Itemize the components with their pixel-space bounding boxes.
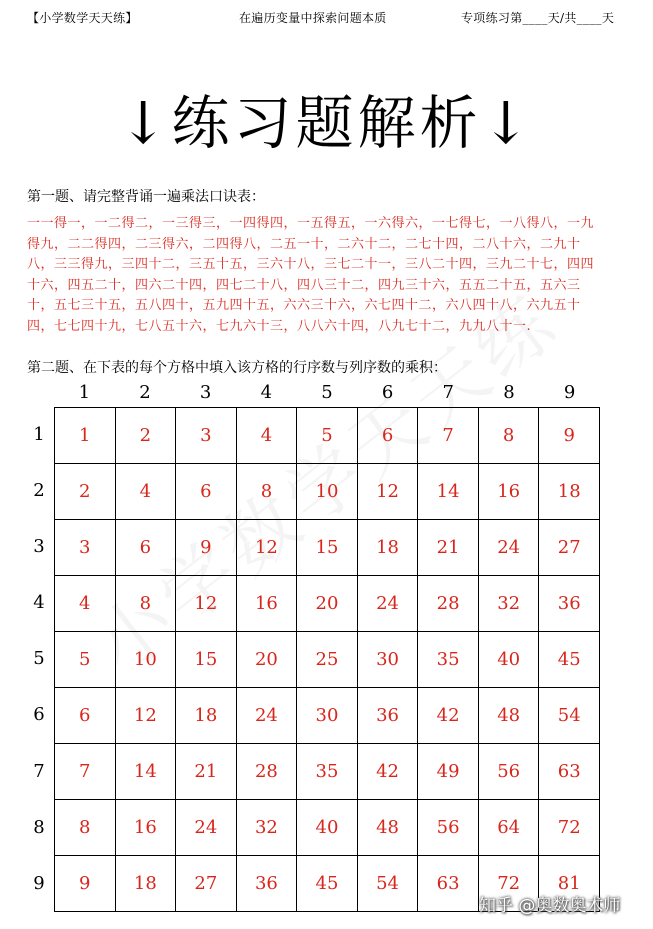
table-cell: 10 [116,632,177,688]
row-header: 5 [33,648,45,670]
column-header: 2 [139,382,151,403]
table-cell: 6 [358,408,419,464]
multiplication-table [54,407,600,912]
table-cell: 8 [237,464,298,520]
table-cell: 20 [237,632,298,688]
table-cell: 10 [297,464,358,520]
table-cell: 3 [55,520,116,576]
table-cell: 21 [176,744,237,800]
table-cell: 4 [116,464,177,520]
author-credit: 知乎 @奥数奥术师 [479,896,621,916]
table-cell: 48 [358,800,419,856]
table-cell: 7 [55,744,116,800]
column-header: 6 [381,382,394,403]
row-headers [28,407,50,912]
table-cell: 18 [539,464,600,520]
table-cell: 28 [418,576,479,632]
row-header: 8 [33,816,45,838]
table-cell: 54 [358,856,419,912]
table-cell: 40 [297,800,358,856]
question-2-prompt: 第二题、在下表的每个方格中填入该方格的行序数与列序数的乘积： [27,360,447,376]
table-cell: 8 [55,800,116,856]
table-cell: 40 [479,632,540,688]
table-cell: 36 [237,856,298,912]
table-cell: 49 [418,744,479,800]
table-cell: 9 [55,856,116,912]
row-header: 9 [33,872,45,894]
table-cell: 20 [297,576,358,632]
table-cell: 28 [237,744,298,800]
table-cell: 14 [116,744,177,800]
table-cell: 45 [539,632,600,688]
header-day-counter: 专项练习第____天/共____天 [461,11,615,25]
table-cell: 18 [176,688,237,744]
table-cell: 35 [418,632,479,688]
table-cell: 45 [297,856,358,912]
table-cell: 30 [358,632,419,688]
table-cell: 18 [358,520,419,576]
table-cell: 5 [297,408,358,464]
table-cell: 6 [116,520,177,576]
table-cell: 15 [297,520,358,576]
page-title: ↓练习题解析↓ [118,89,535,157]
table-cell: 14 [418,464,479,520]
table-cell: 30 [297,688,358,744]
table-cell: 27 [176,856,237,912]
table-cell: 27 [539,520,600,576]
table-cell: 36 [539,576,600,632]
table-cell: 9 [539,408,600,464]
table-cell: 16 [479,464,540,520]
table-cell: 16 [116,800,177,856]
table-cell: 64 [479,800,540,856]
table-cell: 32 [479,576,540,632]
table-cell: 16 [237,576,298,632]
table-cell: 5 [55,632,116,688]
column-header: 3 [199,382,212,403]
table-cell: 56 [479,744,540,800]
table-cell: 42 [358,744,419,800]
table-cell: 36 [358,688,419,744]
column-header: 1 [78,382,91,403]
column-header: 5 [321,382,333,403]
column-header: 9 [563,382,576,403]
table-cell: 25 [297,632,358,688]
row-header: 4 [33,592,45,614]
table-cell: 12 [176,576,237,632]
table-cell: 24 [237,688,298,744]
table-cell: 2 [116,408,177,464]
column-header: 8 [503,382,515,403]
table-cell: 6 [176,464,237,520]
table-cell: 24 [479,520,540,576]
table-cell: 4 [237,408,298,464]
table-cell: 81 [539,856,600,912]
row-header: 1 [33,424,45,445]
table-cell: 63 [539,744,600,800]
table-cell: 12 [116,688,177,744]
table-cell: 54 [539,688,600,744]
header-topic: 在遍历变量中探索问题本质 [239,11,387,25]
table-cell: 12 [358,464,419,520]
column-header: 7 [442,382,454,403]
table-cell: 18 [116,856,177,912]
question-1-answer: 一一得一，一二得二，一三得三，一四得四，一五得五，一六得六，一七得七，一八得八，一九得九，二二得四，二三得六，二四得八，二五一十，二六十二，二七十四，二八十六，二九十八，三三得九，三四十二，三五十五，三六十八，三七二十一，三八二十四，三九二十七，四四十六，四五二十，四六二十四，四七二十八，四八三十二，四九三十六，五五二十五，五六三十，五七三十五，五八四十，五九四十五，六六三十六，六七四十二，六八四十八，六九五十四，七七四十九，七八五十六，七九六十三，八八六十四，八九七十二，九九八十一. [27,216,595,334]
table-cell: 42 [418,688,479,744]
table-cell: 24 [358,576,419,632]
table-cell: 12 [237,520,298,576]
question-1-prompt: 第一题、请完整背诵一遍乘法口诀表： [27,189,265,205]
row-header: 3 [33,536,45,558]
table-cell: 4 [55,576,116,632]
header-series-label: 【小学数学天天练】 [27,11,138,25]
table-cell: 24 [176,800,237,856]
column-header: 4 [260,382,273,403]
table-cell: 63 [418,856,479,912]
table-cell: 21 [418,520,479,576]
row-header: 6 [33,704,45,726]
table-cell: 56 [418,800,479,856]
table-cell: 6 [55,688,116,744]
table-cell: 48 [479,688,540,744]
table-cell: 8 [116,576,177,632]
table-cell: 32 [237,800,298,856]
table-cell: 9 [176,520,237,576]
table-cell: 72 [539,800,600,856]
table-cell: 8 [479,408,540,464]
table-cell: 7 [418,408,479,464]
table-cell: 35 [297,744,358,800]
table-cell: 1 [55,408,116,464]
table-cell: 2 [55,464,116,520]
row-header: 7 [33,760,45,782]
column-headers [54,382,600,404]
table-cell: 15 [176,632,237,688]
table-cell: 72 [479,856,540,912]
table-cell: 3 [176,408,237,464]
row-header: 2 [33,480,45,502]
